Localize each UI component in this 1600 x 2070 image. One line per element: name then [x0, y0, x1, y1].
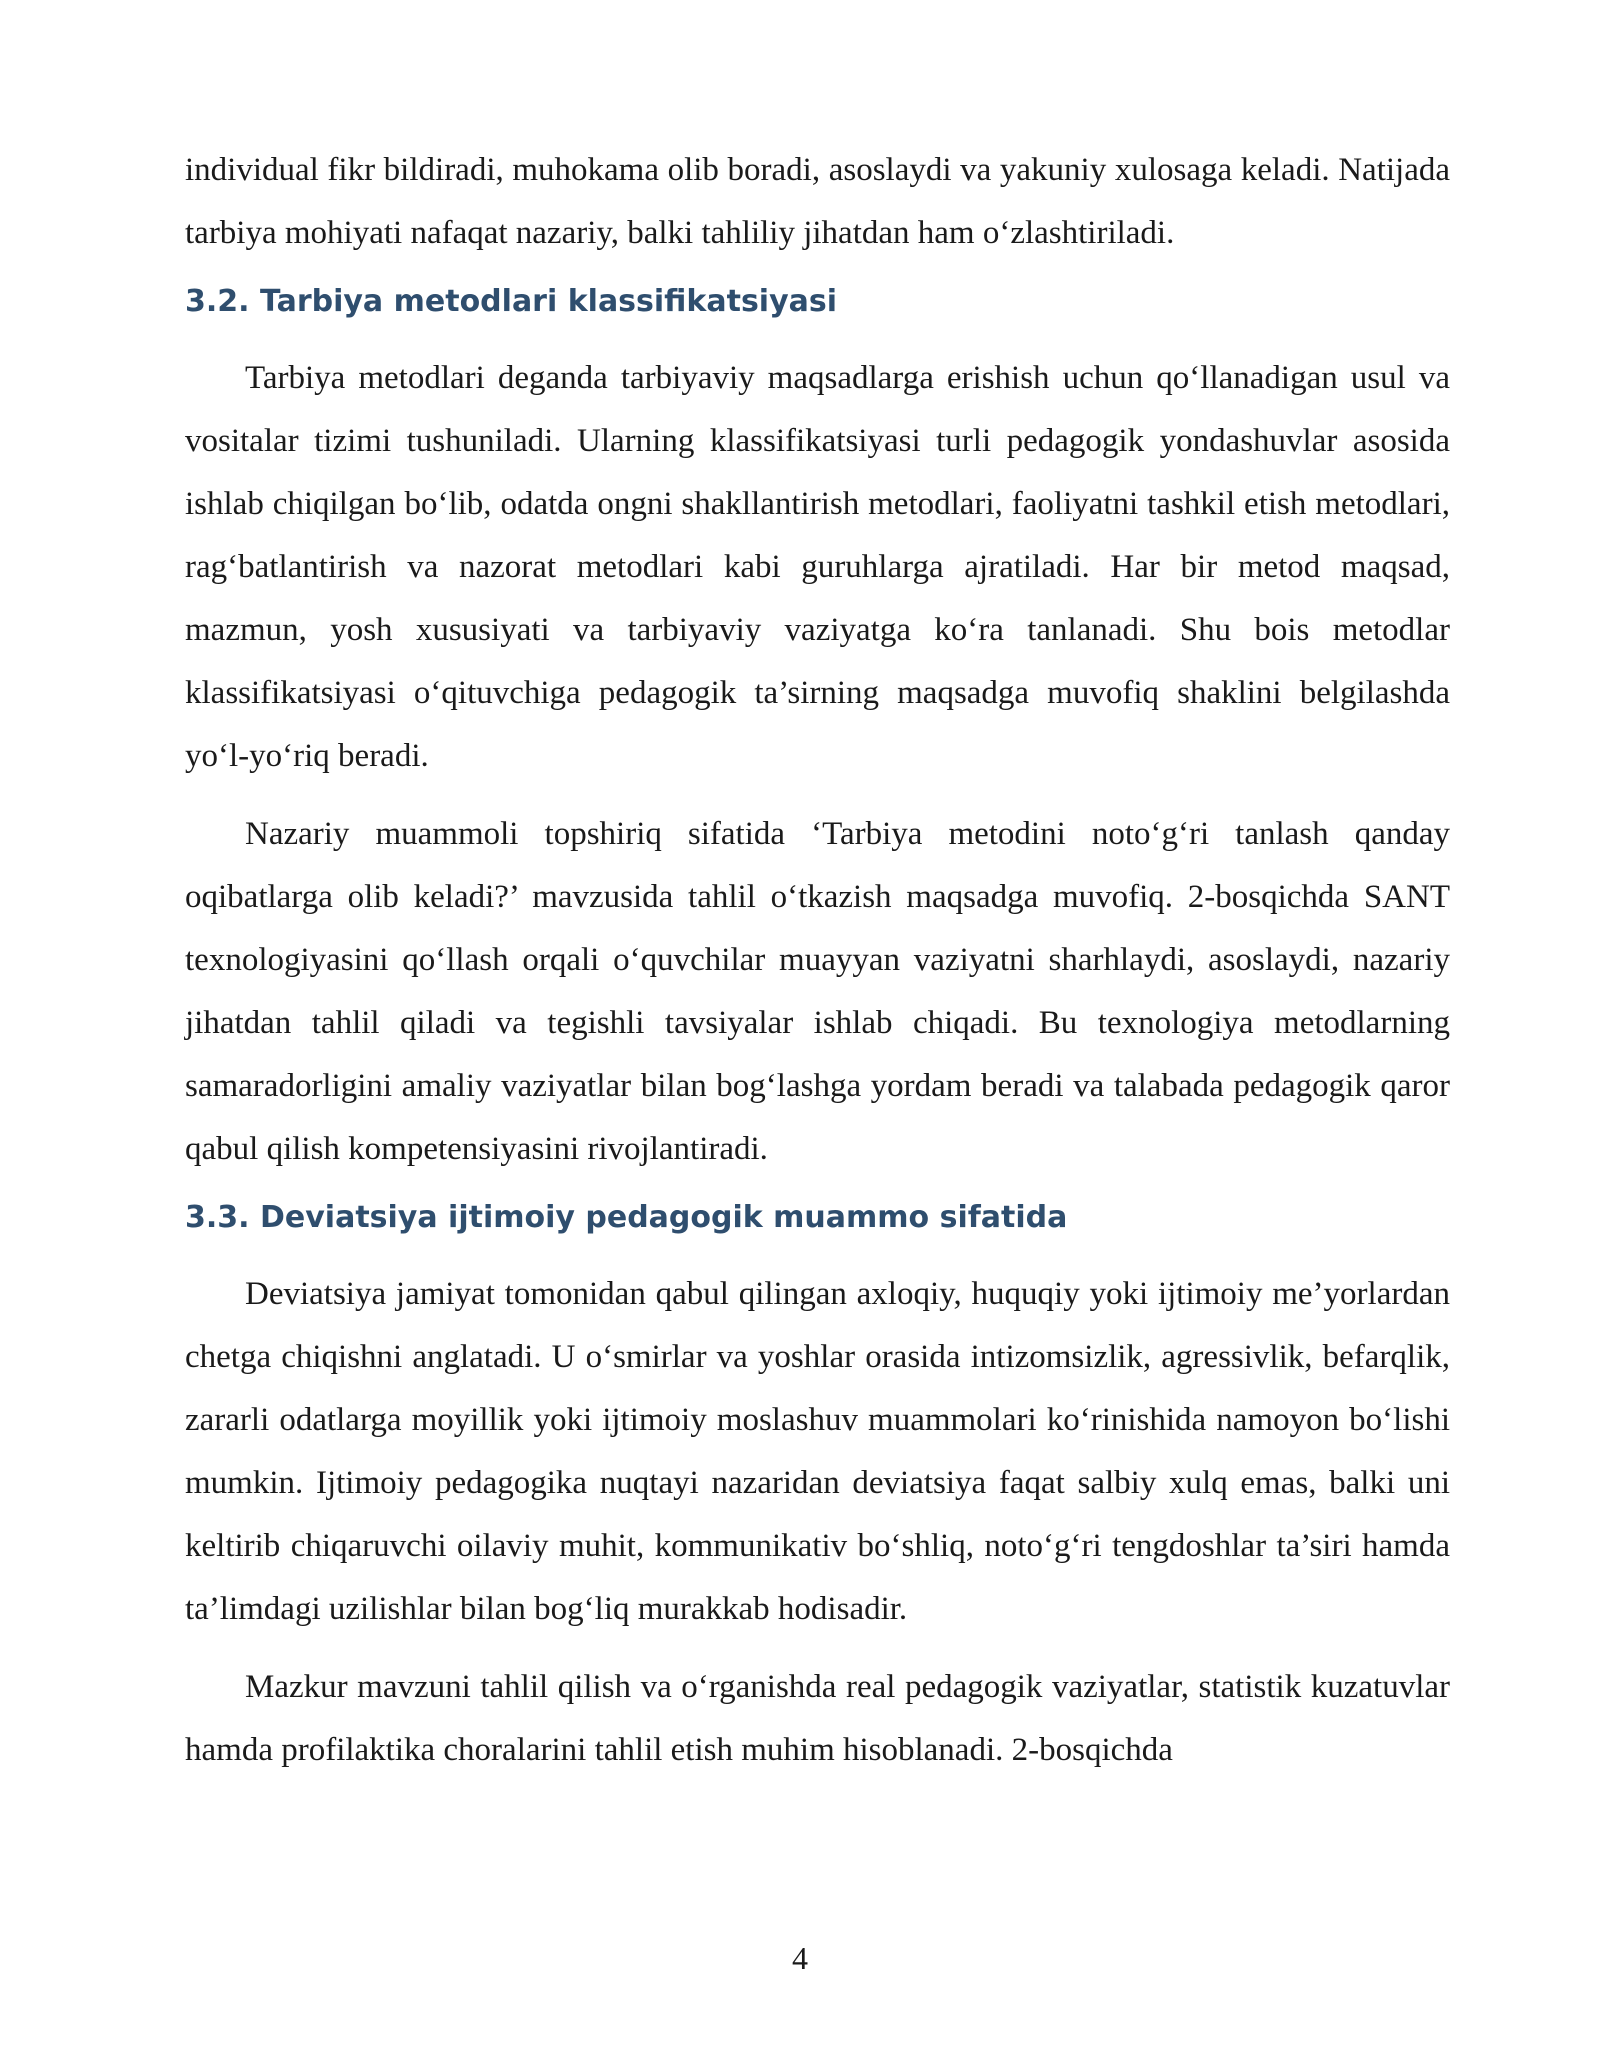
section-heading-3-2: 3.2. Tarbiya metodlari klassifikatsiyasi — [185, 284, 838, 319]
page-number: 4 — [792, 1940, 808, 1976]
paragraph: Mazkur mavzuni tahlil qilish va o‘rganishda real pedagogik vaziyatlar, statistik kuzatuvlar hamda profilaktika choralarini tahlil etish muhim hisoblanadi. 2-bosqichda — [185, 1669, 1450, 1768]
document-body — [185, 139, 1450, 1797]
paragraph: Nazariy muammoli topshiriq sifatida ‘Tarbiya metodini noto‘g‘ri tanlash qanday oqibatlarga olib keladi?’ mavzusida tahlil o‘tkazish maqsadga muvofiq. 2-bosqichda SANT texnologiyasini qo‘llash orqali o‘quvchilar muayyan vaziyatni sharhlaydi, asoslaydi, nazariy jihatdan tahlil qiladi va tegishli tavsiyalar ishlab chiqadi. Bu texnologiya metodlarning samaradorligini amaliy vaziyatlar bilan bog‘lashga yordam beradi va talabada pedagogik qaror qabul qilish kompetensiyasini rivojlantiradi. — [185, 816, 1450, 1167]
paragraph-continuation: individual fikr bildiradi, muhokama olib boradi, asoslaydi va yakuniy xulosaga keladi. Natijada tarbiya mohiyati nafaqat nazariy, balki tahliliy jihatdan ham o‘zlashtiriladi. — [185, 152, 1450, 251]
paragraph: Deviatsiya jamiyat tomonidan qabul qilingan axloqiy, huquqiy yoki ijtimoiy me’yorlardan chetga chiqishni anglatadi. U o‘smirlar va yoshlar orasida intizomsizlik, agressivlik, befarqlik, zararli odatlarga moyillik yoki ijtimoiy moslashuv muammolari ko‘rinishida namoyon bo‘lishi mumkin. Ijtimoiy pedagogika nuqtayi nazaridan deviatsiya faqat salbiy xulq emas, balki uni keltirib chiqaruvchi oilaviy muhit, kommunikativ bo‘shliq, noto‘g‘ri tengdoshlar ta’siri hamda ta’limdagi uzilishlar bilan bog‘liq murakkab hodisadir. — [185, 1276, 1450, 1627]
paragraph: Tarbiya metodlari deganda tarbiyaviy maqsadlarga erishish uchun qo‘llanadigan usul va vositalar tizimi tushuniladi. Ularning klassifikatsiyasi turli pedagogik yondashuvlar asosida ishlab chiqilgan bo‘lib, odatda ongni shakllantirish metodlari, faoliyatni tashkil etish metodlari, rag‘batlantirish va nazorat metodlari kabi guruhlarga ajratiladi. Har bir metod maqsad, mazmun, yosh xususiyati va tarbiyaviy vaziyatga ko‘ra tanlanadi. Shu bois metodlar klassifikatsiyasi o‘qituvchiga pedagogik ta’sirning maqsadga muvofiq shaklini belgilashda yo‘l-yo‘riq beradi. — [185, 360, 1450, 774]
section-heading-3-3: 3.3. Deviatsiya ijtimoiy pedagogik muammo sifatida — [185, 1200, 1068, 1235]
